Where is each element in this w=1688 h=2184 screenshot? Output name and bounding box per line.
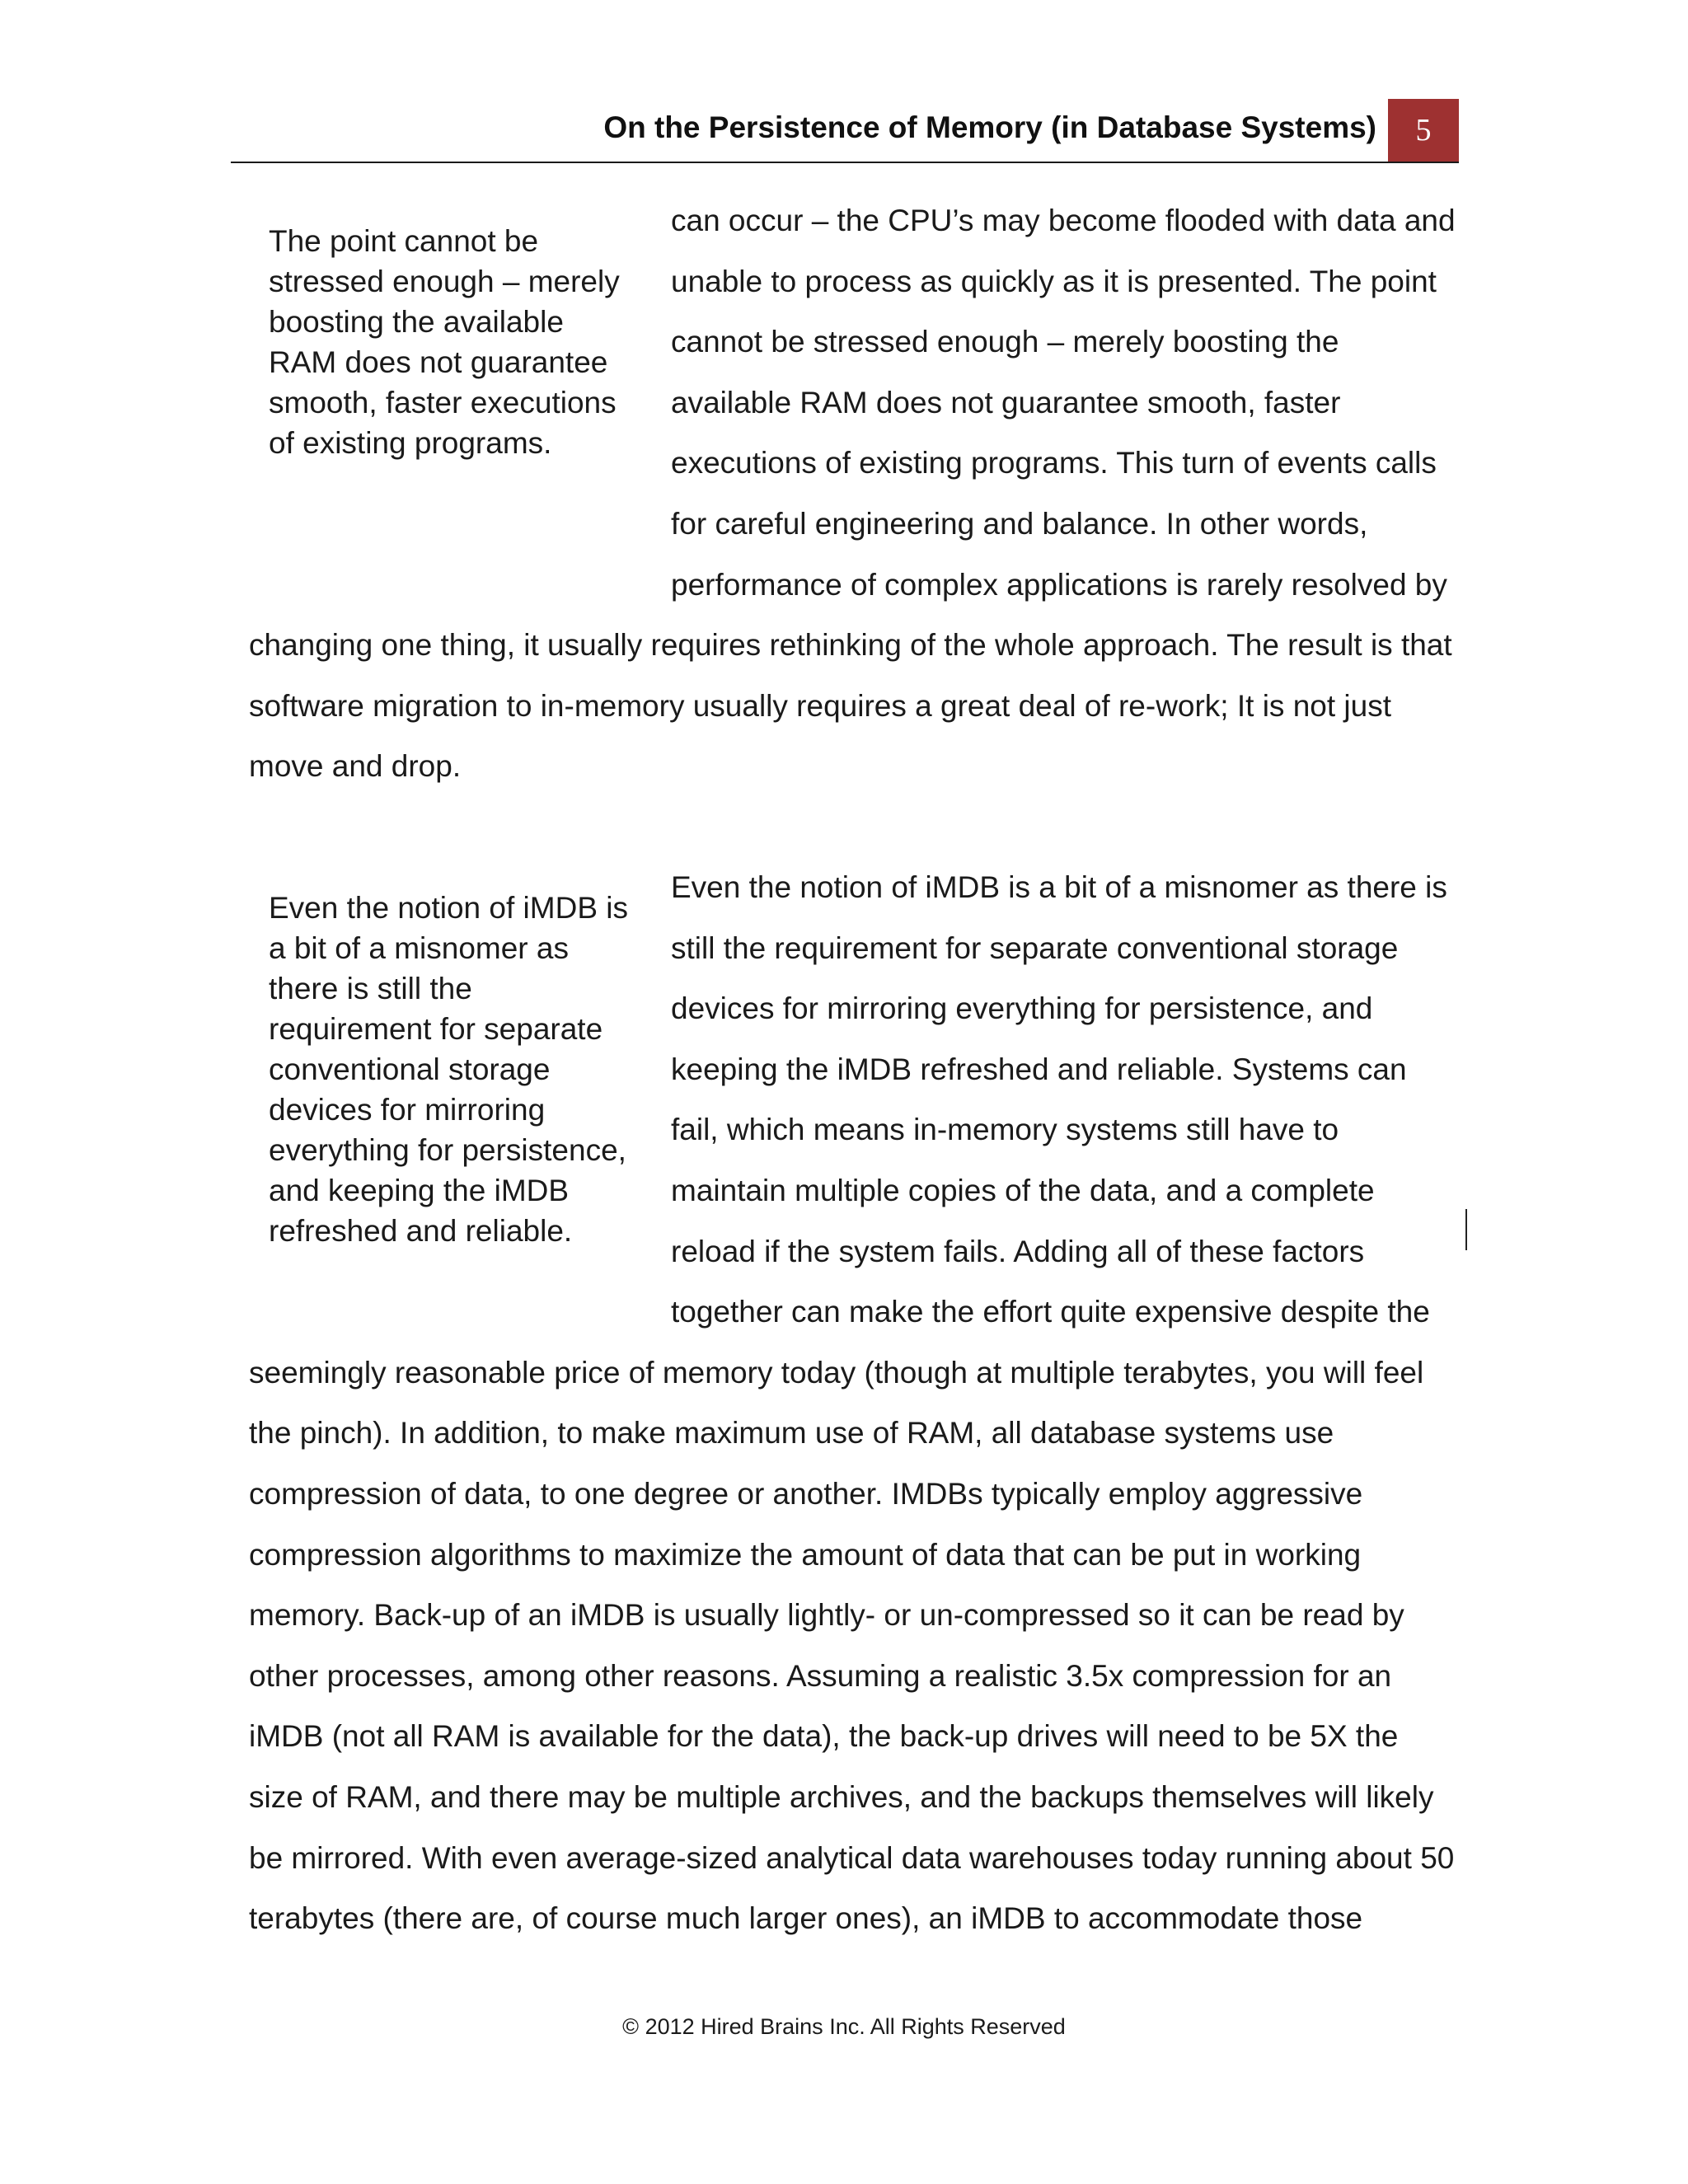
pull-quote-spacer: [249, 857, 671, 1342]
pull-quote-spacer: [249, 190, 671, 612]
text-cursor: [1465, 1209, 1467, 1250]
paragraph-text: can occur – the CPU’s may become flooded with data and unable to process as quickly as it is presented. The point cannot be stressed enough – merely boosting the available RAM does not guarantee smooth, faster executions of existing programs. This turn of events calls for careful engineering and balance. In other words, performance of complex applications is rarely resolved by changing one thing, it usually requires rethinking of the whole approach. The result is that software migration to in-memory usually requires a great deal of re-work; It is not just move and drop.: [249, 204, 1456, 784]
paragraph-text: Even the notion of iMDB is a bit of a misnomer as there is still the requirement for separate conventional storage devices for mirroring everything for persistence, and keeping the iMDB refreshed and reliable. Systems can fail, which means in-memory systems still have to maintain multiple copies of the data, and a complete reload if the system fails. Adding all of these factors together can make the effort quite expensive despite the seemingly reasonable price of memory today (though at multiple terabytes, you will feel the pinch). In addition, to make maximum use of RAM, all database systems use compression of data, to one degree or another. IMDBs typically employ aggressive compression algorithms to maximize the amount of data that can be put in working memory. Back-up of an iMDB is usually lightly- or un-compressed so it can be read by other processes, among other reasons. Assuming a realistic 3.5x compression for an iMDB (not all RAM is available for the data), the back-up drives will need to be 5X the size of RAM, and there may be multiple archives, and the backups themselves will likely be mirrored. With even average-sized analytical data warehouses today running about 50 terabytes (there are, of course much larger ones), an iMDB to accommodate those: [249, 870, 1455, 1936]
document-title: On the Persistence of Memory (in Database Systems): [603, 110, 1376, 144]
pull-quote: The point cannot be stressed enough – merely boosting the available RAM does not guarantee smooth, faster executions of existing programs.: [269, 224, 620, 460]
pull-quote: Even the notion of iMDB is a bit of a misnomer as there is still the requirement for separate conventional storage devices for mirroring everything for persistence, and keeping the iMDB refreshed and reliable.: [269, 891, 628, 1248]
page-number-badge: 5: [1388, 99, 1459, 162]
page-header: [231, 99, 1459, 163]
body-paragraph: [249, 190, 1461, 797]
page-footer: © 2012 Hired Brains Inc. All Rights Reserved: [622, 2014, 1066, 2039]
body-paragraph: [249, 857, 1461, 1949]
